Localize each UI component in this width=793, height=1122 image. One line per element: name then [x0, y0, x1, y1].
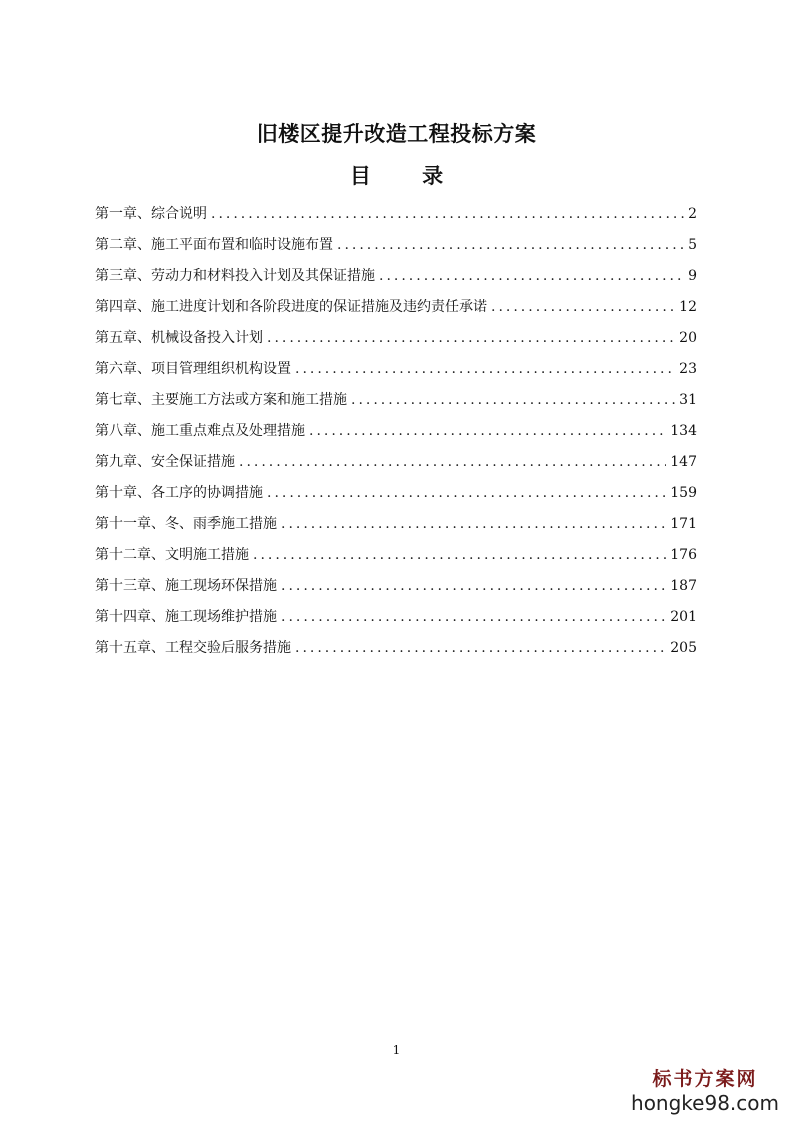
toc-entry-15[interactable] — [95, 636, 697, 667]
toc-entry-page: 12 — [679, 299, 697, 315]
toc-leader-dots — [211, 202, 684, 226]
toc-leader-dots — [309, 419, 666, 443]
watermark-logo — [631, 1070, 779, 1113]
toc-leader-dots — [281, 512, 666, 536]
toc-entry-page: 2 — [688, 206, 697, 222]
toc-entry-page: 20 — [679, 330, 697, 346]
toc-leader-dots — [351, 388, 675, 412]
toc-entry-label: 第十五章、工程交验后服务措施 — [95, 640, 291, 656]
toc-leader-dots — [253, 543, 666, 567]
toc-entry-page: 134 — [670, 423, 697, 439]
toc-entry-label: 第十章、各工序的协调措施 — [95, 485, 263, 501]
toc-entry-label: 第四章、施工进度计划和各阶段进度的保证措施及违约责任承诺 — [95, 299, 487, 315]
toc-entry-12[interactable] — [95, 543, 697, 574]
toc-entry-label: 第一章、综合说明 — [95, 206, 207, 222]
toc-entry-label: 第五章、机械设备投入计划 — [95, 330, 263, 346]
page-number: 1 — [392, 1043, 401, 1057]
toc-leader-dots — [337, 233, 684, 257]
toc-leader-dots — [267, 481, 666, 505]
toc-entry-1[interactable] — [95, 202, 697, 233]
toc-entry-page: 171 — [670, 516, 697, 532]
toc-leader-dots — [281, 574, 666, 598]
toc-entry-page: 205 — [670, 640, 697, 656]
toc-entry-4[interactable] — [95, 295, 697, 326]
toc-leader-dots — [239, 450, 666, 474]
toc-entry-page: 9 — [688, 268, 697, 284]
watermark-domain: hongke98.com — [631, 1091, 779, 1115]
toc-entry-6[interactable] — [95, 357, 697, 388]
toc-entry-page: 23 — [679, 361, 697, 377]
toc-entry-8[interactable] — [95, 419, 697, 450]
table-of-contents — [95, 202, 697, 667]
toc-leader-dots — [491, 295, 675, 319]
toc-entry-label: 第九章、安全保证措施 — [95, 454, 235, 470]
toc-entry-label: 第六章、项目管理组织机构设置 — [95, 361, 291, 377]
toc-entry-label: 第八章、施工重点难点及处理措施 — [95, 423, 305, 439]
toc-entry-5[interactable] — [95, 326, 697, 357]
document-title: 旧楼区提升改造工程投标方案 — [256, 121, 537, 146]
toc-entry-11[interactable] — [95, 512, 697, 543]
toc-entry-7[interactable] — [95, 388, 697, 419]
toc-entry-page: 176 — [670, 547, 697, 563]
toc-entry-label: 第三章、劳动力和材料投入计划及其保证措施 — [95, 268, 375, 284]
toc-leader-dots — [281, 605, 666, 629]
toc-entry-9[interactable] — [95, 450, 697, 481]
toc-entry-label: 第七章、主要施工方法或方案和施工措施 — [95, 392, 347, 408]
toc-leader-dots — [379, 264, 684, 288]
toc-entry-14[interactable] — [95, 605, 697, 636]
toc-entry-page: 147 — [670, 454, 697, 470]
toc-entry-page: 201 — [670, 609, 697, 625]
toc-entry-page: 31 — [679, 392, 697, 408]
toc-entry-label: 第十三章、施工现场环保措施 — [95, 578, 277, 594]
toc-entry-page: 187 — [670, 578, 697, 594]
toc-leader-dots — [267, 326, 675, 350]
toc-entry-10[interactable] — [95, 481, 697, 512]
toc-leader-dots — [295, 636, 666, 660]
toc-entry-page: 159 — [670, 485, 697, 501]
watermark-chinese: 标书方案网 — [652, 1068, 758, 1090]
toc-entry-13[interactable] — [95, 574, 697, 605]
toc-entry-label: 第十四章、施工现场维护措施 — [95, 609, 277, 625]
toc-entry-2[interactable] — [95, 233, 697, 264]
toc-entry-page: 5 — [688, 237, 697, 253]
toc-leader-dots — [295, 357, 675, 381]
toc-heading: 目 录 — [349, 163, 466, 188]
toc-entry-label: 第二章、施工平面布置和临时设施布置 — [95, 237, 333, 253]
toc-entry-3[interactable] — [95, 264, 697, 295]
toc-entry-label: 第十二章、文明施工措施 — [95, 547, 249, 563]
toc-entry-label: 第十一章、冬、雨季施工措施 — [95, 516, 277, 532]
